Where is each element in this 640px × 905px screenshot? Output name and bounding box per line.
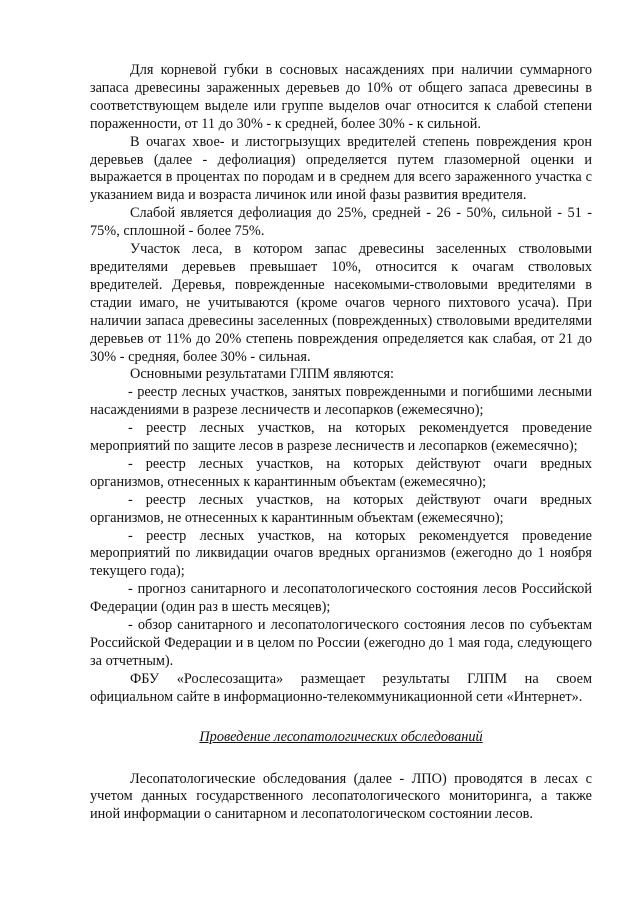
paragraph-defoliation-levels: Слабой является дефолиация до 25%, средней - 26 - 50%, сильной - 51 - 75%, сплошной - более 75%. (90, 205, 592, 240)
list-item: - реестр лесных участков, занятых поврежденными и погибшими лесными насаждениями в разрезе лесничеств и лесопарков (ежемесячно); (90, 384, 592, 419)
paragraph-section-intro: Лесопатологические обследования (далее - ЛПО) проводятся в лесах с учетом данных государственного лесопатологического мониторинга, а также иной информации о санитарном и лесопатологическом состоянии лесов. (90, 770, 592, 823)
list-item: - обзор санитарного и лесопатологического состояния лесов по субъектам Российской Федерации и в целом по России (ежегодно до 1 мая года, следующего за отчетным). (90, 617, 592, 669)
list-item: - реестр лесных участков, на которых действуют очаги вредных организмов, не отнесенных к карантинным объектам (ежемесячно); (90, 491, 592, 526)
list-item: - прогноз санитарного и лесопатологического состояния лесов Российской Федерации (один раз в шесть месяцев); (90, 581, 592, 616)
section-heading: Проведение лесопатологических обследований (199, 728, 483, 745)
results-list (90, 384, 592, 671)
paragraph-publication: ФБУ «Рослесозащита» размещает результаты ГЛПМ на своем официальном сайте в информационно-телекоммуникационной сети «Интернет». (90, 670, 592, 705)
paragraph-root-rot: Для корневой губки в сосновых насаждениях при наличии суммарного запаса древесины зараженных деревьев до 10% от общего запаса древесины в соответствующем выделе или группе выделов очаг относится к слабой степени пораженности, от 11 до 30% - к средней, более 30% - к сильной. (90, 62, 592, 132)
list-item: - реестр лесных участков, на которых рекомендуется проведение мероприятий по защите лесов в разрезе лесничеств и лесопарков (ежемесячно); (90, 420, 592, 455)
list-item: - реестр лесных участков, на которых действуют очаги вредных организмов, отнесенных к карантинным объектам (ежемесячно); (90, 455, 592, 490)
paragraph-defoliation: В очагах хвое- и листогрызущих вредителей степень повреждения крон деревьев (далее - дефолиация) определяется путем глазомерной оценки и выражается в процентах по породам и в среднем для всего зараженного участка с указанием вида и возраста личинок или иной фазы развития вредителя. (90, 133, 592, 204)
list-item: - реестр лесных участков, на которых рекомендуется проведение мероприятий по ликвидации очагов вредных организмов (ежегодно до 1 ноября текущего года); (90, 527, 592, 580)
paragraph-results-intro: Основными результатами ГЛПМ являются: (130, 366, 394, 383)
paragraph-stem-pests: Участок леса, в котором запас древесины заселенных стволовыми вредителями деревьев превышает 10%, относится к очагам стволовых вредителей. Деревья, поврежденные насекомыми-стволовыми вредителями в стадии имаго, не учитываются (кроме очагов черного пихтового усача). При наличии запаса древесины заселенных (поврежденных) стволовыми вредителями деревьев от 11% до 20% степень повреждения определяется как слабая, от 21 до 30% - средняя, более 30% - сильная. (90, 241, 592, 365)
